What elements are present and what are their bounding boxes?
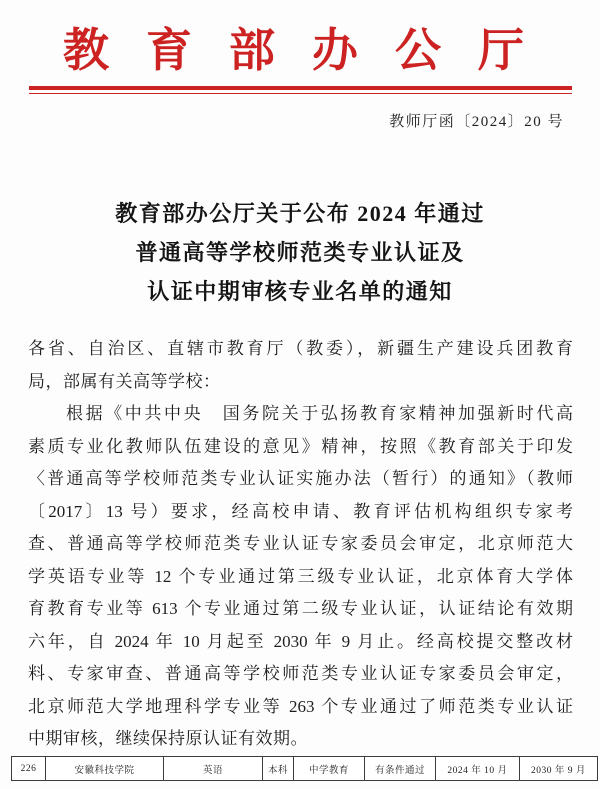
red-rule-thick <box>29 86 572 90</box>
table-cell: 226 <box>20 763 37 774</box>
body-line: 六年，自 2024 年 10 月起至 2030 年 9 月止。经高校提交整改材 <box>28 631 573 651</box>
body-line: 北京师范大学地理科学专业等 263 个专业通过了师范类专业认证 <box>28 696 573 716</box>
table-cell: 中学教育 <box>293 757 364 780</box>
letterhead-agency-title: 教育部办公厅 <box>63 25 561 76</box>
body-line: 素质专业化教师队伍建设的意见》精神，按照《教育部关于印发 <box>28 436 573 456</box>
table-cell: 安徽科技学院 <box>45 757 163 780</box>
table-cell: 本科 <box>262 757 293 780</box>
body-line: 〈普通高等学校师范类专业认证实施办法（暂行）的通知》（教师 <box>28 469 573 488</box>
body-line: 学英语专业等 12 个专业通过第三级专业认证，北京体育大学体 <box>28 566 573 586</box>
body-line: 育教育专业等 613 个专业通过第二级专业认证，认证结论有效期 <box>28 599 573 618</box>
body-line: 局，部属有关高等学校： <box>28 371 221 391</box>
table-cell: 2030 年 9 月 <box>519 757 597 780</box>
document-number: 教师厅函〔2024〕20 号 <box>389 114 564 130</box>
table-cell: 英语 <box>163 757 262 780</box>
notice-title-line-1: 教育部办公厅关于公布 2024 年通过 <box>115 201 485 226</box>
red-rule-thin <box>29 93 572 95</box>
notice-title-line-3: 认证中期审核专业名单的通知 <box>147 279 453 304</box>
table-cell: 2024 年 10 月 <box>435 757 519 780</box>
body-line: 中期审核，继续保持原认证有效期。 <box>28 729 308 748</box>
body-line: 〔2017〕13 号）要求，经高校申请、教育评估机构组织专家考 <box>28 501 573 521</box>
body-text <box>28 333 573 756</box>
notice-title-line-2: 普通高等学校师范类专业认证及 <box>135 240 465 265</box>
body-line: 根据《中共中央 国务院关于弘扬教育家精神加强新时代高 <box>66 404 573 423</box>
attachment-table-row <box>11 756 598 781</box>
body-line: 料、专家审查、普通高等学校师范类专业认证专家委员会审定， <box>28 664 573 683</box>
table-cell: 有条件通过 <box>364 757 435 780</box>
body-line: 查、普通高等学校师范类专业认证专家委员会审定，北京师范大 <box>28 534 573 553</box>
body-line: 各省、自治区、直辖市教育厅（教委），新疆生产建设兵团教育 <box>28 339 573 358</box>
notice-title <box>0 194 600 311</box>
